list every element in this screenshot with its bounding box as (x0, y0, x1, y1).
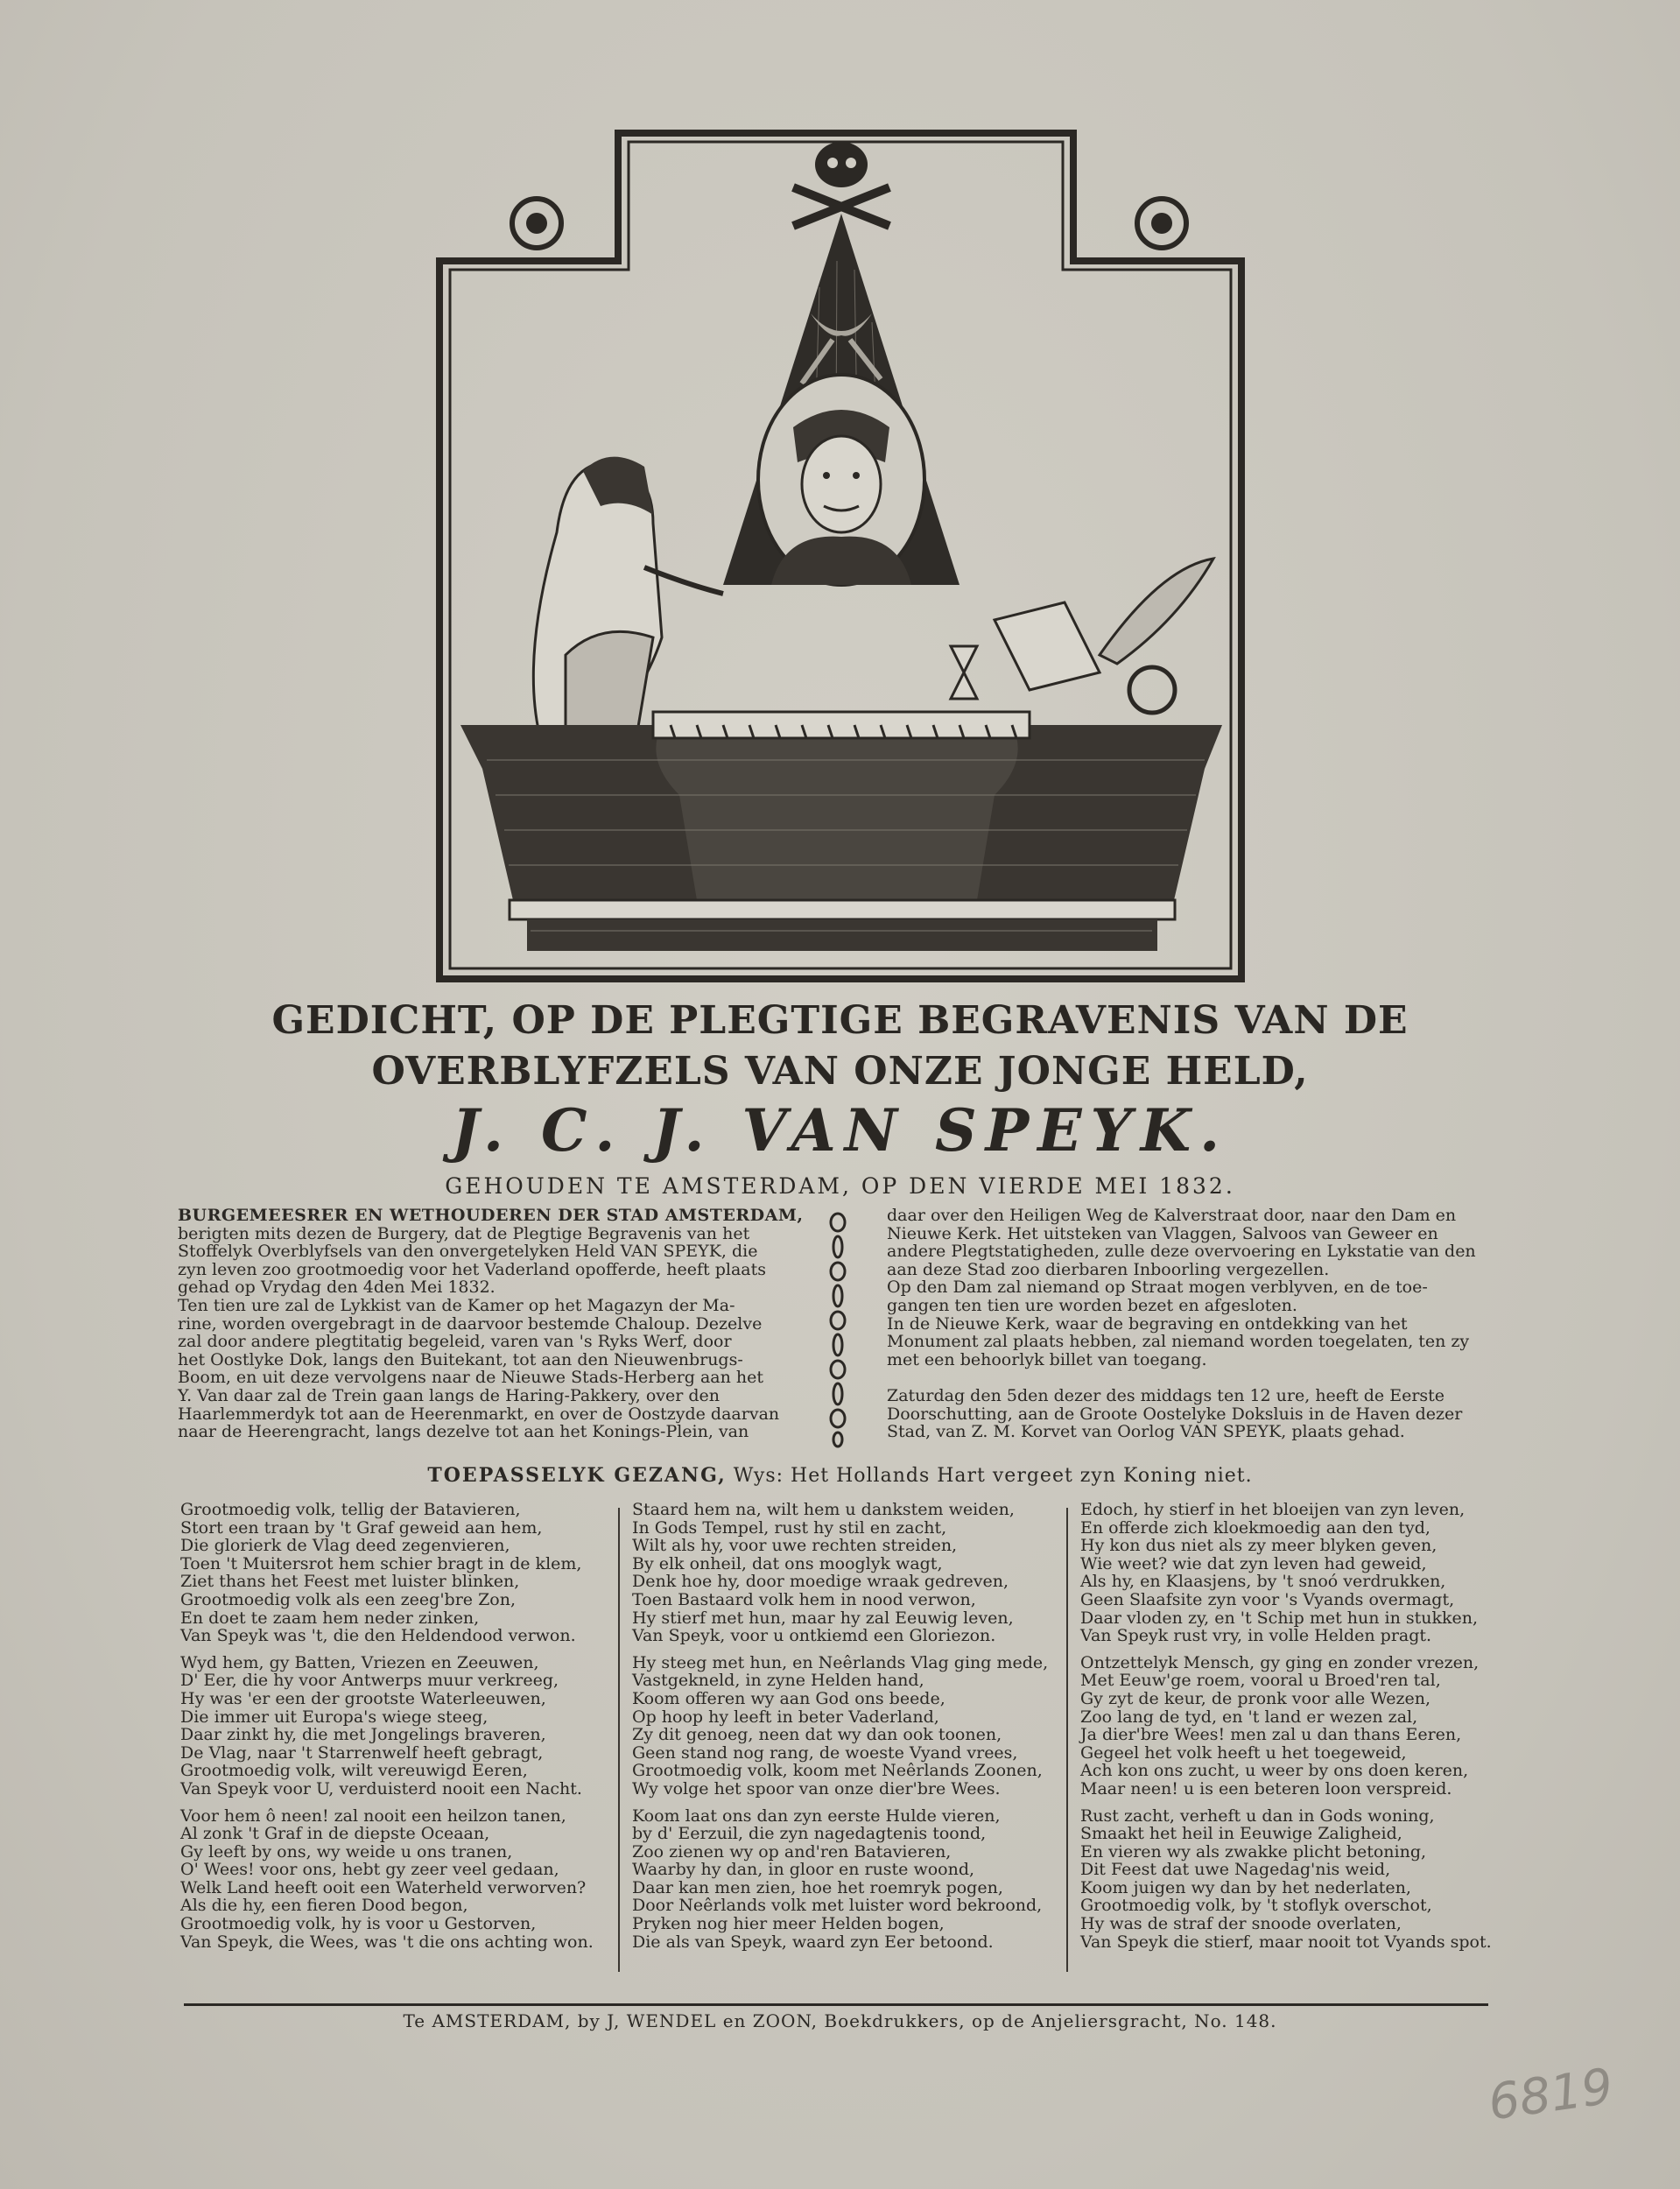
notice-line: Zaturdag den 5den dezer des middags ten 12 ure, heeft de Eerste (887, 1385, 1445, 1405)
verse-line: Daar kan men zien, hoe het roemryk pogen, (632, 1877, 1003, 1897)
chain-ornament (828, 1212, 847, 1448)
song-stanza (1080, 1654, 1501, 1798)
notice-line: met een behoorlyk billet van toegang. (887, 1349, 1207, 1369)
woodcut-illustration (434, 130, 1248, 984)
verse-line: Wilt als hy, voor uwe rechten streiden, (632, 1536, 958, 1556)
verse-line: Grootmoedig volk, koom met Neêrlands Zoonen, (632, 1761, 1043, 1781)
verse-line: Daar zinkt hy, die met Jongelings braveren, (180, 1725, 546, 1745)
notice-line: aan deze Stad zoo dierbaren Inboorling vergezellen. (887, 1259, 1330, 1279)
verse-line: Grootmoedig volk, wilt vereuwigd Eeren, (180, 1761, 528, 1781)
song-stanza (180, 1654, 609, 1798)
verse-line: Edoch, hy stierf in het bloeijen van zyn leven, (1080, 1500, 1466, 1519)
verse-line: Als die hy, een fieren Dood begon, (180, 1896, 468, 1916)
verse-line: Ach kon ons zucht, u weer by ons doen keren, (1080, 1761, 1469, 1781)
verse-line: Hy stierf met hun, maar hy zal Eeuwig leven, (632, 1608, 1014, 1628)
notice-line: zal door andere plegtitatig begeleid, varen van 's Ryks Werf, door (178, 1332, 732, 1352)
verse-line: Koom laat ons dan zyn eerste Hulde vieren, (632, 1805, 1001, 1826)
verse-line: Van Speyk was 't, die den Heldendood verwon. (180, 1626, 576, 1646)
notice-line: zyn leven zoo grootmoedig voor het Vaderland opofferde, heeft plaats (178, 1259, 767, 1279)
verse-line: Grootmoedig volk, hy is voor u Gestorven, (180, 1914, 537, 1934)
verse-line: Zoo lang de tyd, en 't land er wezen zal, (1080, 1707, 1418, 1727)
song-stanza (180, 1807, 609, 1952)
column-divider (618, 1508, 620, 1972)
verse-line: Denk hoe hy, door moedige wraak gedreven, (632, 1572, 1009, 1592)
notice-line: Nieuwe Kerk. Het uitsteken van Vlaggen, Salvoos van Geweer en (887, 1223, 1438, 1243)
verse-line: Zy dit genoeg, neen dat wy dan ook toonen, (632, 1725, 1002, 1745)
verse-line: Gy leeft by ons, wy weide u ons tranen, (180, 1841, 513, 1862)
song-stanza (1080, 1807, 1501, 1952)
verse-line: Ja dier'bre Wees! men zal u dan thans Eeren, (1080, 1725, 1462, 1745)
notice-line: gangen ten tien ure worden bezet en afgesloten. (887, 1295, 1297, 1315)
verse-line: Rust zacht, verheft u dan in Gods woning, (1080, 1805, 1435, 1826)
verse-line: Ziet thans het Feest met luister blinken, (180, 1572, 520, 1592)
verse-line: In Gods Tempel, rust hy stil en zacht, (632, 1517, 947, 1538)
verse-line: Op hoop hy leeft in beter Vaderland, (632, 1707, 939, 1727)
song-stanza (632, 1501, 1061, 1645)
notice-left-column (178, 1207, 810, 1441)
verse-line: D' Eer, die hy voor Antwerps muur verkreeg, (180, 1671, 559, 1691)
column-divider (1066, 1508, 1068, 1972)
song-stanza (180, 1501, 609, 1645)
printer-imprint: Te AMSTERDAM, by J, WENDEL en ZOON, Boekdrukkers, op de Anjeliersgracht, No. 148. (403, 2010, 1277, 2031)
verse-line: Maar neen! u is een beteren loon verspreid. (1080, 1778, 1452, 1798)
verse-line: Die als van Speyk, waard zyn Eer betoond. (632, 1932, 994, 1952)
verse-line: Van Speyk, voor u ontkiemd een Gloriezon. (632, 1626, 996, 1646)
notice-line: Haarlemmerdyk tot aan de Heerenmarkt, en over de Oostzyde daarvan (178, 1404, 780, 1424)
title-line-1: GEDICHT, OP DE PLEGTIGE BEGRAVENIS VAN DE (271, 998, 1409, 1043)
verse-line: Gy zyt de keur, de pronk voor alle Wezen, (1080, 1688, 1431, 1708)
verse-line: Die immer uit Europa's wiege steeg, (180, 1707, 489, 1727)
verse-line: Door Neêrlands volk met luister word bekroond, (632, 1896, 1043, 1916)
verse-line: Stort een traan by 't Graf geweid aan hem, (180, 1517, 543, 1538)
notice-line: BURGEMEESRER EN WETHOUDEREN DER STAD AMSTERDAM, (178, 1206, 804, 1225)
notice-line: Stad, van Z. M. Korvet van Oorlog VAN SPEYK, plaats gehad. (887, 1422, 1405, 1442)
notice-line (887, 1369, 1500, 1387)
verse-line: Grootmoedig volk als een zeeg'bre Zon, (180, 1589, 517, 1609)
verse-line: Ontzettelyk Mensch, gy ging en zonder vrezen, (1080, 1652, 1480, 1672)
verse-line: Gegeel het volk heeft u het toegeweid, (1080, 1742, 1407, 1763)
hero-name-title: J. C. J. VAN SPEYK. (451, 1096, 1229, 1165)
verse-line: By elk onheil, dat ons mooglyk wagt, (632, 1553, 943, 1573)
verse-line: Al zonk 't Graf in de diepste Oceaan, (180, 1824, 490, 1844)
notice-line: Ten tien ure zal de Lykkist van de Kamer op het Magazyn der Ma- (178, 1295, 735, 1315)
verse-line: Toen 't Muitersrot hem schier bragt in de klem, (180, 1553, 582, 1573)
subtitle-date: GEHOUDEN TE AMSTERDAM, OP DEN VIERDE MEI 1832. (445, 1173, 1235, 1199)
notice-line: In de Nieuwe Kerk, waar de begraving en ontdekking van het (887, 1313, 1408, 1334)
verse-line: by d' Eerzuil, die zyn nagedagtenis toond, (632, 1824, 987, 1844)
verse-line: En vieren wy als zwakke plicht betoning, (1080, 1841, 1427, 1862)
song-column-3 (1080, 1501, 1501, 1960)
verse-line: Als hy, en Klaasjens, by 't snoó verdrukken, (1080, 1572, 1446, 1592)
verse-line: Van Speyk, die Wees, was 't die ons achting won. (180, 1932, 594, 1952)
verse-line: Pryken nog hier meer Helden bogen, (632, 1914, 945, 1934)
notice-line: Monument zal plaats hebben, zal niemand worden toegelaten, ten zy (887, 1332, 1470, 1352)
song-heading-tune: Wys: Het Hollands Hart vergeet zyn Koning niet. (733, 1465, 1253, 1487)
verse-line: De Vlag, naar 't Starrenwelf heeft gebragt, (180, 1742, 544, 1763)
circle-ornament-right (1131, 193, 1192, 254)
notice-line: naar de Heerengracht, langs dezelve tot aan het Konings-Plein, van (178, 1422, 749, 1442)
song-column-1 (180, 1501, 609, 1960)
song-stanza (632, 1807, 1061, 1952)
verse-line: Van Speyk voor U, verduisterd nooit een Nacht. (180, 1778, 582, 1798)
verse-line: Voor hem ô neen! zal nooit een heilzon tanen, (180, 1805, 566, 1826)
notice-line: het Oostlyke Dok, langs den Buitekant, tot aan den Nieuwenbrugs- (178, 1349, 743, 1369)
title-line-2: OVERBLYFZELS VAN ONZE JONGE HELD, (371, 1049, 1309, 1094)
verse-line: Geen Slaafsite zyn voor 's Vyands overmagt, (1080, 1589, 1455, 1609)
verse-line: Grootmoedig volk, by 't stoflyk overschot, (1080, 1896, 1432, 1916)
notice-line: andere Plegtstatigheden, zulle deze overvoering en Lykstatie van den (887, 1242, 1476, 1262)
verse-line: Grootmoedig volk, tellig der Batavieren, (180, 1500, 521, 1519)
verse-line: Zoo zienen wy op and'ren Batavieren, (632, 1841, 952, 1862)
verse-line: Van Speyk die stierf, maar nooit tot Vyands spot. (1080, 1932, 1492, 1952)
verse-line: Hy was 'er een der grootste Waterleeuwen, (180, 1688, 546, 1708)
verse-line: Wy volge het spoor van onze dier'bre Wees. (632, 1778, 1001, 1798)
verse-line: Welk Land heeft ooit een Waterheld verworven? (180, 1877, 587, 1897)
verse-line: Wyd hem, gy Batten, Vriezen en Zeeuwen, (180, 1652, 539, 1672)
verse-line: Hy steeg met hun, en Neêrlands Vlag ging mede, (632, 1652, 1049, 1672)
notice-line: rine, worden overgebragt in de daarvoor bestemde Chaloup. Dezelve (178, 1313, 763, 1334)
song-heading (0, 1464, 1680, 1487)
song-stanza (632, 1654, 1061, 1798)
notice-line: Y. Van daar zal de Trein gaan langs de Haring-Pakkery, over den (178, 1385, 721, 1405)
notice-line: daar over den Heiligen Weg de Kalverstraat door, naar den Dam en (887, 1206, 1457, 1225)
song-stanza (1080, 1501, 1501, 1645)
notice-right-column (887, 1207, 1500, 1441)
notice-line: Doorschutting, aan de Groote Oostelyke Doksluis in de Haven dezer (887, 1404, 1463, 1424)
verse-line: Koom juigen wy dan by het nederlaten, (1080, 1877, 1411, 1897)
verse-line: Smaakt het heil in Eeuwige Zaligheid, (1080, 1824, 1402, 1844)
verse-line: O' Wees! voor ons, hebt gy zeer veel gedaan, (180, 1860, 559, 1880)
notice-line: Stoffelyk Overblyfsels van den onvergetelyken Held VAN SPEYK, die (178, 1242, 758, 1262)
verse-line: En doet te zaam hem neder zinken, (180, 1608, 480, 1628)
verse-line: Wie weet? wie dat zyn leven had geweid, (1080, 1553, 1427, 1573)
verse-line: Waarby hy dan, in gloor en ruste woond, (632, 1860, 975, 1880)
verse-line: Staard hem na, wilt hem u dankstem weiden, (632, 1500, 1015, 1519)
verse-line: Daar vloden zy, en 't Schip met hun in stukken, (1080, 1608, 1479, 1628)
verse-line: Die glorierk de Vlag deed zegenvieren, (180, 1536, 510, 1556)
verse-line: Toen Bastaard volk hem in nood verwon, (632, 1589, 976, 1609)
footer-rule (184, 2003, 1488, 2006)
pencil-inventory-number: 6819 (1485, 2058, 1617, 2132)
verse-line: Dit Feest dat uwe Nagedag'nis weid, (1080, 1860, 1391, 1880)
notice-line: Boom, en uit deze vervolgens naar de Nieuwe Stads-Herberg aan het (178, 1368, 764, 1388)
verse-line: Van Speyk rust vry, in volle Helden pragt. (1080, 1626, 1432, 1646)
song-column-2 (632, 1501, 1061, 1960)
notice-line: berigten mits dezen de Burgery, dat de Plegtige Begravenis van het (178, 1223, 750, 1243)
circle-ornament-left (506, 193, 567, 254)
verse-line: Geen stand nog rang, de woeste Vyand vrees, (632, 1742, 1018, 1763)
notice-line: Op den Dam zal niemand op Straat mogen verblyven, en de toe- (887, 1278, 1428, 1298)
verse-line: Hy was de straf der snoode overlaten, (1080, 1914, 1402, 1934)
verse-line: Met Eeuw'ge roem, vooral u Broed'ren tal, (1080, 1671, 1441, 1691)
verse-line: Hy kon dus niet als zy meer blyken geven, (1080, 1536, 1437, 1556)
verse-line: Vastgekneld, in zyne Helden hand, (632, 1671, 924, 1691)
verse-line: Koom offeren wy aan God ons beede, (632, 1688, 945, 1708)
song-heading-title: TOEPASSELYK GEZANG, (427, 1464, 727, 1487)
verse-line: En offerde zich kloekmoedig aan den tyd, (1080, 1517, 1430, 1538)
notice-line: gehad op Vrydag den 4den Mei 1832. (178, 1278, 496, 1298)
